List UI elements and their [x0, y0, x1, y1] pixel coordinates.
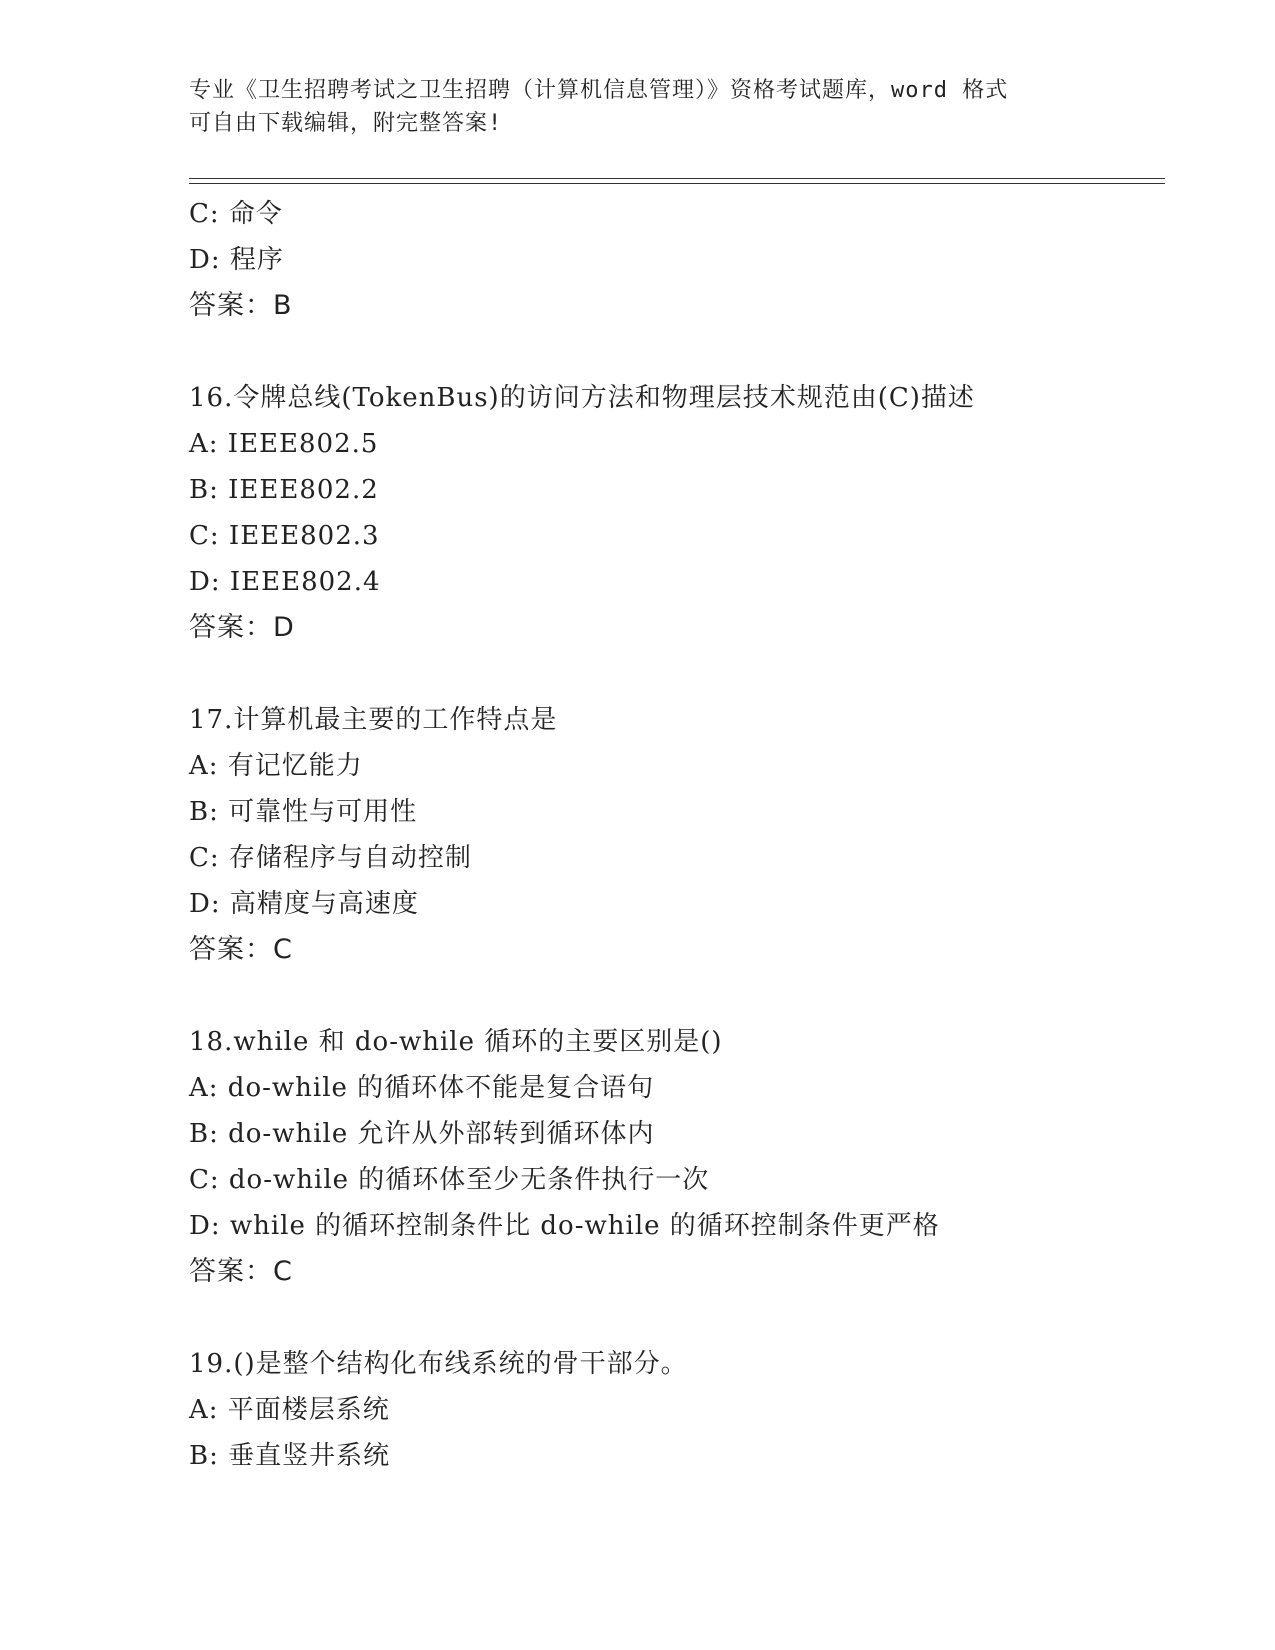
spacer	[189, 973, 1165, 1019]
option-a: A: 平面楼层系统	[189, 1395, 390, 1425]
option-c: C: do-while 的循环体至少无条件执行一次	[189, 1165, 710, 1195]
spacer	[189, 329, 1165, 375]
option-c: C: 存储程序与自动控制	[189, 843, 472, 873]
answer-line: 答案：B	[189, 290, 293, 321]
option-b: B: do-while 允许从外部转到循环体内	[189, 1119, 655, 1149]
option-c: C: IEEE802.3	[189, 521, 380, 551]
header-line-2: 可自由下载编辑，附完整答案!	[189, 111, 503, 136]
document-header	[189, 74, 1089, 140]
header-divider-bottom	[189, 183, 1165, 184]
option-d: D: IEEE802.4	[189, 567, 381, 597]
option-a: A: 有记忆能力	[189, 751, 363, 781]
header-divider-top	[189, 178, 1165, 179]
option-d: D: 程序	[189, 245, 284, 275]
option-d: D: 高精度与高速度	[189, 889, 419, 919]
answer-line: 答案：C	[189, 934, 293, 965]
option-b: B: IEEE802.2	[189, 475, 379, 505]
option-b: B: 垂直竖井系统	[189, 1441, 391, 1471]
answer-line: 答案：D	[189, 612, 295, 643]
option-d: D: while 的循环控制条件比 do-while 的循环控制条件更严格	[189, 1211, 940, 1241]
header-line-1: 专业《卫生招聘考试之卫生招聘（计算机信息管理）》资格考试题库，word 格式	[189, 78, 1009, 103]
question-stem: 16.令牌总线(TokenBus)的访问方法和物理层技术规范由(C)描述	[189, 383, 975, 413]
question-stem: 19.()是整个结构化布线系统的骨干部分。	[189, 1349, 688, 1379]
answer-line: 答案：C	[189, 1256, 293, 1287]
question-list	[189, 191, 1165, 1479]
question-stem: 18.while 和 do-while 循环的主要区别是()	[189, 1027, 723, 1057]
option-c: C: 命令	[189, 199, 283, 229]
spacer	[189, 1295, 1165, 1341]
option-b: B: 可靠性与可用性	[189, 797, 418, 827]
spacer	[189, 651, 1165, 697]
question-stem: 17.计算机最主要的工作特点是	[189, 705, 558, 735]
option-a: A: IEEE802.5	[189, 429, 379, 459]
option-a: A: do-while 的循环体不能是复合语句	[189, 1073, 655, 1103]
